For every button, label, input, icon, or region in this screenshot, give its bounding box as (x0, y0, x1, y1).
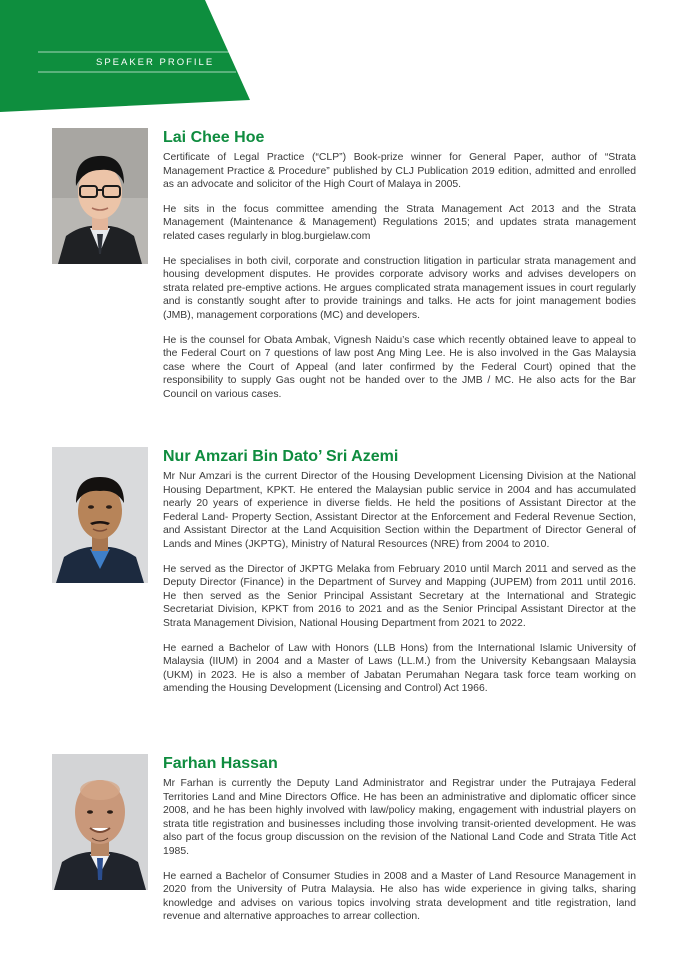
speaker-name: Lai Chee Hoe (163, 129, 265, 146)
banner-shape (0, 0, 250, 112)
speaker-content (163, 447, 636, 707)
speaker-bio-paragraph: Certificate of Legal Practice (“CLP”) Book-prize winner for General Paper, author of “Strata Management Practice & Procedure” published by CLJ Publication 2019 edition, admitted and enrolled as an advocate and solicitor of the High Court of Malaya in 2005. (163, 152, 636, 191)
portrait-man-mustache-icon (52, 447, 148, 583)
speaker-bio-paragraph: He sits in the focus committee amending the Strata Management Act 2013 and the Strata Management (Maintenance & Management) Regulations 2015; and updates strata management related cases regularly in blog.burgielaw.com (163, 203, 636, 242)
header-banner (0, 0, 250, 112)
portrait-man-glasses-icon (52, 128, 148, 264)
speaker-bio-paragraph: He is the counsel for Obata Ambak, Vignesh Naidu’s case which recently obtained leave to appeal to the Federal Court on 7 questions of law post Ang Ming Lee. He is also involved in the Gas Malaysia case where the Court of Appeal (and later confirmed by the Federal Court) opined that the responsibility to supply Gas ought not be handed over to the JMB / MC. He also acts for the Bar Council on various cases. (163, 334, 636, 400)
speaker-bio-paragraph: He served as the Director of JKPTG Melaka from February 2010 until March 2011 and served as the Deputy Director (Finance) in the Department of Survey and Mapping (JUPEM) from 2011 until 2016. He then served as the Senior Principal Assistant Secretary at the International and Strategic Secretariat Division, KPKT from 2016 to 2021 and as the Senior Principal Assistant Director at the Strata Management Division, National Housing Department from 2021 to 2022. (163, 563, 636, 629)
speaker-bio-paragraph: He earned a Bachelor of Consumer Studies in 2008 and a Master of Land Resource Management in 2020 from the University of Putra Malaysia. He also has wide experience in giving talks, sharing knowledge and advises on various topics involving strata development and title registration, land revenue and alternative approaches to arrear collection. (163, 870, 636, 923)
speaker-content (163, 128, 636, 413)
portrait-man-bald-icon (52, 754, 148, 890)
speaker-bio-paragraph: He earned a Bachelor of Law with Honors (LLB Hons) from the International Islamic University of Malaysia (IIUM) in 2004 and a Master of Laws (LL.M.) from the University Kebangsaan Malaysia (UKM) in 2023. He is also a member of Jabatan Perumahan Negara task force team working on amending the Housing Development (Licensing and Control) Act 1966. (163, 642, 636, 695)
speaker-bio-paragraph: Mr Farhan is currently the Deputy Land Administrator and Registrar under the Putrajaya Federal Territories Land and Mine Directors Office. He has been an administrative and diplomatic officer since 2008, and he has been highly involved with law/policy making, engagement with industrial players on strata title registration and businesses including those involving transit-oriented development. He was also part of the focus group discussion on the revision of the National Land Code and Strata Title Act 1985. (163, 778, 636, 857)
speaker-name: Farhan Hassan (163, 755, 278, 772)
speaker-bio-paragraph: He specialises in both civil, corporate and construction litigation in particular strata management and housing development disputes. He provides corporate advisory works and advises developers on strata related pre-emptive actions. He argues complicated strata management issues in court regularly and is constantly sought after to provide trainings and talks. He acts for joint management bodies (JMB), management corporations (MC) and developers. (163, 255, 636, 321)
section-label: SPEAKER PROFILE (96, 57, 215, 68)
speaker-content (163, 754, 636, 935)
speaker-bio-paragraph: Mr Nur Amzari is the current Director of the Housing Development Licensing Division at the National Housing Department, KPKT. He entered the Malaysian public service in 2004 and has accumulated nearly 20 years of experience in diverse fields. He held the positions of Assistant Director at the Federal Land- Property Section, Assistant Director at the Enforcement and Federal Revenue Section, and Assistant Director at the Land Acquisition Section within the Department of Director General of Lands and Mines (JKPTG), Ministry of Natural Resources (NRE) from 2004 to 2010. (163, 471, 636, 550)
speaker-name: Nur Amzari Bin Dato’ Sri Azemi (163, 448, 399, 465)
